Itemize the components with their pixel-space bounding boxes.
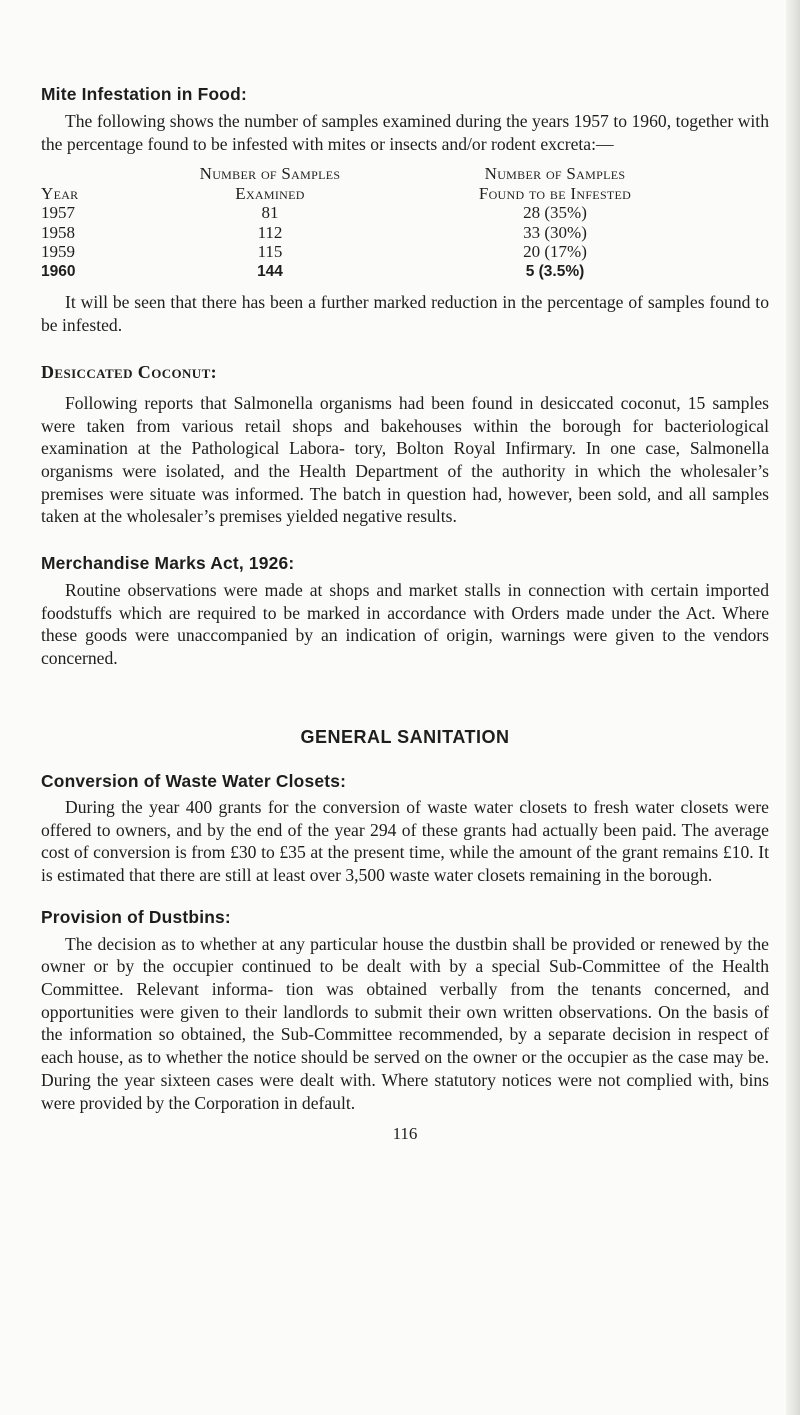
- cell-examined: 115: [257, 242, 283, 262]
- header-infested: Found to be Infested: [478, 183, 632, 203]
- header-blank: [40, 164, 135, 184]
- header-infested-top: Number of Samples: [484, 164, 626, 184]
- page-edge-shadow: [786, 0, 800, 1415]
- marks-body: Routine observations were made at shops and market stalls in connection with certain imported foodstuffs which are required to be marked in accordance with Orders made under the Act. Where these goods were unaccompanied by an indication of origin, warnings were given to the vendors concerned.: [41, 580, 769, 669]
- table-row: [40, 242, 705, 262]
- conversion-heading: Conversion of Waste Water Closets:: [41, 770, 347, 791]
- header-examined: Examined: [235, 183, 305, 203]
- cell-year: 1958: [41, 222, 75, 242]
- cell-infested: 5 (3.5%): [525, 262, 585, 280]
- cell-examined: 112: [257, 222, 283, 242]
- header-year: Year: [41, 183, 79, 203]
- mite-table: [40, 164, 705, 281]
- header-examined-top: Number of Samples: [199, 164, 341, 184]
- dustbins-body: The decision as to whether at any particular house the dustbin shall be provided or renewed by the owner or by the occupier continued to be dealt with by a special Sub-Committee of the Health Committee. Relevant informa- tion was obtained verbally from the tenants concerned, and opportunities were given to their landlords to submit their own written observations. On the basis of the information so obtained, the Sub-Committee recommended, by a separate decision in respect of each house, as to whether the notice should be served on the owner or the occupier as the case may be. During the year sixteen cases were dealt with. Where statutory notices were not complied with, bins were provided by the Corporation in default.: [41, 933, 769, 1113]
- coconut-body: Following reports that Salmonella organisms had been found in desiccated coconut, 15 samples were taken from various retail shops and bakehouses within the borough for bacteriological examination at the Pathological Labora- tory, Bolton Royal Infirmary. In one case, Salmonella organisms were isolated, and the Health Department of the authority in which the wholesaler’s premises were situate was informed. The batch in question had, however, been sold, and all samples taken at the wholesaler’s premises yielded negative results.: [41, 392, 769, 527]
- marks-heading: Merchandise Marks Act, 1926:: [41, 553, 295, 574]
- table-header-bottom: [40, 184, 705, 204]
- cell-year: 1960: [41, 262, 76, 280]
- mite-conclusion: It will be seen that there has been a further marked reduction in the percentage of samples found to be infested.: [41, 292, 769, 336]
- page-number: 116: [392, 1124, 418, 1144]
- table-row: [40, 203, 705, 223]
- table-row: [40, 223, 705, 243]
- coconut-heading: Desiccated Coconut:: [41, 361, 218, 382]
- cell-infested: 28 (35%): [523, 203, 587, 223]
- cell-examined: 81: [261, 203, 279, 223]
- cell-year: 1957: [41, 203, 75, 223]
- dustbins-heading: Provision of Dustbins:: [41, 906, 231, 927]
- general-sanitation-heading: GENERAL SANITATION: [300, 726, 510, 747]
- mite-heading: Mite Infestation in Food:: [41, 84, 247, 104]
- cell-year: 1959: [41, 242, 75, 262]
- document-page: [41, 82, 769, 1144]
- cell-examined: 144: [257, 262, 283, 280]
- cell-infested: 33 (30%): [523, 222, 587, 242]
- cell-infested: 20 (17%): [523, 242, 587, 262]
- table-row: [40, 262, 705, 282]
- conversion-body: During the year 400 grants for the conversion of waste water closets to fresh water closets were offered to owners, and by the end of the year 294 of these grants had actually been paid. The average cost of conversion is from £30 to £35 at the present time, while the amount of the grant remains £10. It is estimated that there are still at least over 3,500 waste water closets remaining in the borough.: [41, 796, 769, 885]
- mite-intro: The following shows the number of samples examined during the years 1957 to 1960, together with the percentage found to be infested with mites or insects and/or rodent excreta:—: [41, 111, 769, 154]
- table-header-top: [40, 164, 705, 184]
